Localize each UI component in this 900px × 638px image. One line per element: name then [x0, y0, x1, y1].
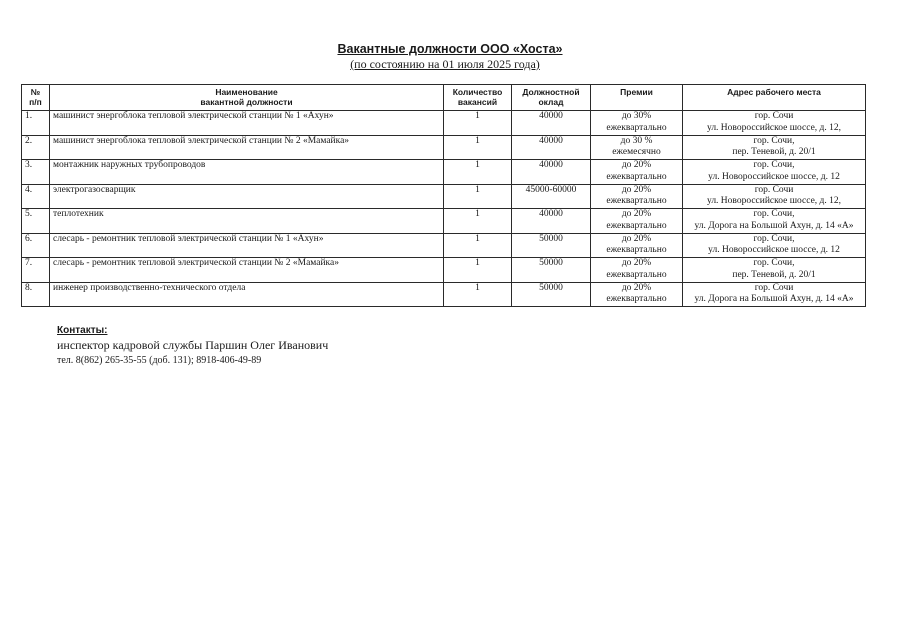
address-city: гор. Сочи,	[753, 209, 795, 219]
vacancy-count: 1	[444, 233, 512, 258]
header-address-label: Адрес рабочего места	[727, 87, 821, 97]
salary: 50000	[512, 258, 591, 283]
bonus-amount: до 30%	[621, 111, 652, 121]
header-salary-line2: оклад	[538, 97, 564, 107]
bonus-amount: до 20%	[621, 258, 652, 268]
table-header-row	[22, 85, 866, 111]
row-number: 5.	[22, 209, 50, 234]
work-address	[683, 184, 866, 209]
position-name: электрогазосварщик	[50, 184, 444, 209]
work-address	[683, 160, 866, 185]
header-bonus-label: Премии	[620, 87, 653, 97]
row-number: 2.	[22, 135, 50, 160]
address-street: пер. Теневой, д. 20/1	[732, 147, 816, 157]
bonus	[591, 282, 683, 307]
address-street: ул. Новороссийское шоссе, д. 12	[708, 171, 840, 182]
header-num-line2: п/п	[29, 97, 42, 107]
vacancy-count: 1	[444, 258, 512, 283]
address-city: гор. Сочи	[754, 184, 794, 195]
header-count-line1: Количество	[452, 87, 503, 97]
work-address	[683, 282, 866, 307]
salary: 50000	[512, 282, 591, 307]
bonus-period: ежеквартально	[606, 196, 667, 206]
table-row	[22, 282, 866, 307]
address-street: ул. Новороссийское шоссе, д. 12,	[706, 196, 842, 206]
salary: 40000	[512, 160, 591, 185]
page-title: Вакантные должности ООО «Хоста»	[337, 42, 563, 56]
header-bonus	[591, 85, 683, 111]
bonus	[591, 233, 683, 258]
bonus-period: ежеквартально	[606, 269, 667, 280]
bonus-period: ежеквартально	[606, 294, 667, 304]
address-street: ул. Дорога на Большой Ахун, д. 14 «А»	[694, 220, 854, 231]
header-num	[22, 85, 50, 111]
address-city: гор. Сочи	[754, 111, 794, 121]
header-count	[444, 85, 512, 111]
bonus	[591, 111, 683, 136]
bonus-period: ежеквартально	[606, 171, 667, 182]
contacts-title: Контакты:	[57, 325, 108, 336]
table-row	[22, 160, 866, 185]
work-address	[683, 258, 866, 283]
vacancy-count: 1	[444, 111, 512, 136]
address-city: гор. Сочи	[754, 282, 794, 293]
bonus-amount: до 20%	[621, 160, 652, 170]
bonus	[591, 135, 683, 160]
header-salary	[512, 85, 591, 111]
address-city: гор. Сочи,	[753, 160, 795, 170]
bonus-amount: до 20%	[621, 209, 652, 219]
page-subtitle: (по состоянию на 01 июля 2025 года)	[350, 57, 540, 71]
address-street: ул. Новороссийское шоссе, д. 12,	[706, 122, 842, 133]
address-street: пер. Теневой, д. 20/1	[732, 269, 816, 280]
table-row	[22, 111, 866, 136]
header-salary-line1: Должностной	[522, 87, 580, 97]
bonus-amount: до 20%	[621, 233, 652, 244]
header-address	[683, 85, 866, 111]
table-row	[22, 135, 866, 160]
bonus	[591, 209, 683, 234]
bonus-period: ежеквартально	[606, 245, 667, 255]
header-count-line2: вакансий	[457, 97, 498, 107]
vacancy-count: 1	[444, 282, 512, 307]
vacancy-count: 1	[444, 160, 512, 185]
bonus-amount: до 30 %	[620, 135, 653, 146]
work-address	[683, 111, 866, 136]
vacancy-count: 1	[444, 184, 512, 209]
vacancy-count: 1	[444, 135, 512, 160]
table-row	[22, 184, 866, 209]
salary: 40000	[512, 111, 591, 136]
contacts-person: инспектор кадровой службы Паршин Олег Иванович	[57, 338, 329, 352]
position-name: слесарь - ремонтник тепловой электрической станции № 1 «Ахун»	[50, 233, 444, 258]
work-address	[683, 209, 866, 234]
table-row	[22, 258, 866, 283]
position-name: монтажник наружных трубопроводов	[50, 160, 444, 185]
table-row	[22, 233, 866, 258]
salary: 40000	[512, 135, 591, 160]
address-city: гор. Сочи,	[753, 258, 795, 268]
header-num-line1: №	[30, 87, 41, 97]
row-number: 1.	[22, 111, 50, 136]
address-street: ул. Новороссийское шоссе, д. 12	[708, 245, 840, 255]
header-name-line1: Наименование	[215, 87, 278, 97]
salary: 50000	[512, 233, 591, 258]
header-name-line2: вакантной должности	[200, 97, 293, 107]
address-city: гор. Сочи,	[753, 233, 795, 244]
work-address	[683, 233, 866, 258]
position-name: слесарь - ремонтник тепловой электрической станции № 2 «Мамайка»	[50, 258, 444, 283]
bonus	[591, 184, 683, 209]
work-address	[683, 135, 866, 160]
salary: 40000	[512, 209, 591, 234]
row-number: 3.	[22, 160, 50, 185]
position-name: машинист энергоблока тепловой электрической станции № 2 «Мамайка»	[50, 135, 444, 160]
bonus	[591, 160, 683, 185]
row-number: 4.	[22, 184, 50, 209]
row-number: 8.	[22, 282, 50, 307]
bonus-period: ежеквартально	[606, 220, 667, 231]
contacts-phone: тел. 8(862) 265-35-55 (доб. 131); 8918-406-49-89	[57, 355, 262, 366]
row-number: 7.	[22, 258, 50, 283]
position-name: теплотехник	[50, 209, 444, 234]
bonus	[591, 258, 683, 283]
address-street: ул. Дорога на Большой Ахун, д. 14 «А»	[694, 294, 854, 304]
row-number: 6.	[22, 233, 50, 258]
table-row	[22, 209, 866, 234]
bonus-period: ежеквартально	[606, 122, 667, 133]
vacancies-table	[21, 84, 866, 307]
position-name: инженер производственно-технического отдела	[50, 282, 444, 307]
position-name: машинист энергоблока тепловой электрической станции № 1 «Ахун»	[50, 111, 444, 136]
header-name	[50, 85, 444, 111]
bonus-period: ежемесячно	[612, 147, 661, 157]
vacancy-count: 1	[444, 209, 512, 234]
contacts-block	[57, 325, 328, 366]
bonus-amount: до 20%	[621, 184, 652, 195]
address-city: гор. Сочи,	[753, 135, 795, 146]
salary: 45000-60000	[512, 184, 591, 209]
bonus-amount: до 20%	[621, 282, 652, 293]
